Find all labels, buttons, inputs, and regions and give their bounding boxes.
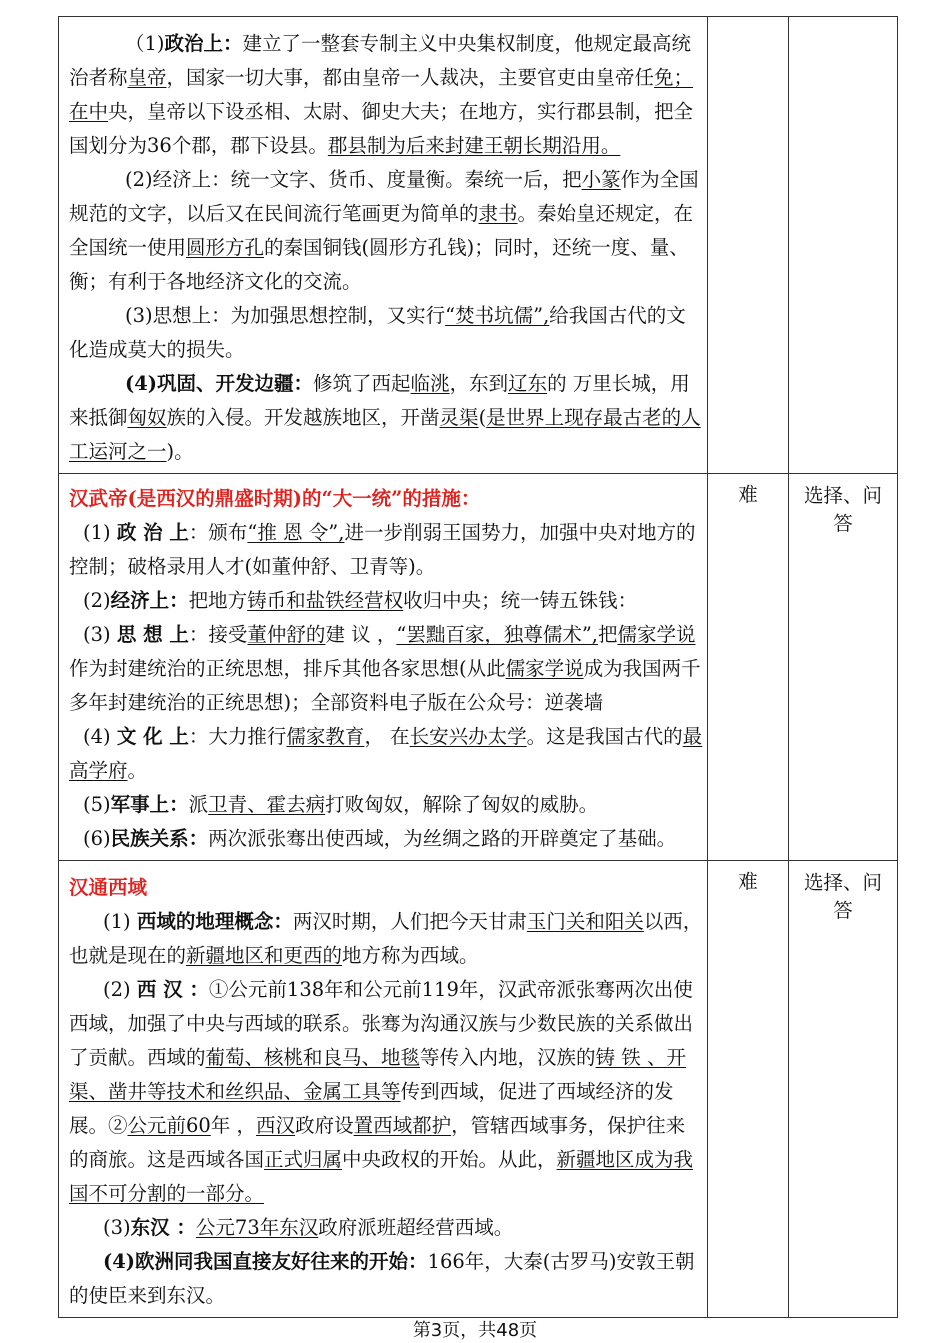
text: 央，皇帝以下设丞相、太尉、御史大夫；在地方，实行郡县制，把全国划分为36个郡，郡下设县。 <box>69 100 694 157</box>
underlined-term: 董仲舒的 <box>247 623 326 646</box>
underlined-term: 儒家学说 <box>617 623 696 646</box>
underlined-term: 灵渠 <box>439 406 479 429</box>
text: 的 万里长城，用来抵御 <box>69 372 690 429</box>
underlined-term: 新疆地区成为我国不可分割的一部分。 <box>69 1148 694 1205</box>
text: 派 <box>188 793 209 816</box>
text: (1) <box>83 521 117 544</box>
text: 年 ， <box>210 1114 257 1137</box>
underlined-term: 儒家教育 <box>286 725 365 748</box>
heading-text: 西 汉 ： <box>136 978 209 1001</box>
content-cell <box>59 861 708 1318</box>
text: 两次派张骞出使西域，为丝绸之路的开辟奠定了基础。 <box>208 827 677 850</box>
underlined-term: 郡县制为后来封建王朝长期沿用。 <box>327 134 621 157</box>
heading-text: 西域的地理概念： <box>136 910 293 933</box>
text: (3)思想上：为加强思想控制，又实行 <box>125 304 446 327</box>
text: 政府设 <box>295 1114 354 1137</box>
text: ：颁布 <box>188 521 248 544</box>
content-cell <box>59 474 708 861</box>
text: (3) <box>103 1216 131 1239</box>
text: ( <box>478 406 487 429</box>
underlined-term: “推 恩 令”, <box>247 521 345 544</box>
underlined-term: 儒家学说 <box>505 657 584 680</box>
underlined-term: 长安兴办太学 <box>409 725 527 748</box>
text: 。这是我国古代的 <box>526 725 683 748</box>
underlined-term: 葡萄、核桃和良马、地毯 <box>205 1046 421 1069</box>
underlined-term: 匈奴 <box>127 406 167 429</box>
heading-text: 东汉 ： <box>130 1216 196 1239</box>
text: 166年，大秦(古罗马)安敦王朝的使臣来到东汉。 <box>69 1250 695 1307</box>
text: ：接受 <box>188 623 248 646</box>
text: 中央政权的开始。从此， <box>342 1148 557 1171</box>
text: 以西，也就是现在的 <box>69 910 703 967</box>
underlined-term: 置西域都护 <box>353 1114 452 1137</box>
paragraph <box>69 973 703 1211</box>
underlined-term: “罢黜百家，独尊儒术”, <box>396 623 598 646</box>
paragraph <box>69 516 703 584</box>
question-type-label: 选择、问答 <box>803 484 882 535</box>
underlined-term: 圆形方孔 <box>186 236 265 259</box>
underlined-term: 铸币和盐铁经营权 <box>247 589 404 612</box>
text: ，东到 <box>449 372 509 395</box>
paragraph <box>69 1245 703 1313</box>
underlined-term: “焚书坑儒”, <box>445 304 550 327</box>
paragraph <box>69 299 703 367</box>
text: 进一步削弱王国势力，加强中央对地方的控制；破格录用人才(如董仲舒、卫青等)。 <box>69 521 696 578</box>
section-title: 汉武帝(是西汉的鼎盛时期)的“大一统”的措施： <box>69 487 481 510</box>
underlined-term: 玉门关和阳关 <box>526 910 644 933</box>
underlined-term: 卫青、霍去病 <box>208 793 326 816</box>
text: (5) <box>83 793 111 816</box>
paragraph <box>69 618 703 720</box>
underlined-term: 临洮 <box>410 372 450 395</box>
heading-text: (4)欧洲同我国直接友好往来的开始： <box>103 1250 428 1273</box>
table-row <box>59 861 898 1318</box>
text: （1) <box>125 32 165 55</box>
underlined-term: 公元前60 <box>127 1114 211 1137</box>
text: (6) <box>83 827 111 850</box>
heading-text: 军事上： <box>110 793 189 816</box>
text: 成为我国两千多年封建统治的正统思想)；全部资料电子版在公众号：逆袭墙 <box>69 657 701 714</box>
paragraph <box>69 1211 703 1245</box>
text: (4) <box>83 725 117 748</box>
heading-text: 思 想 上 <box>116 623 189 646</box>
content-table <box>58 16 898 1318</box>
content-cell <box>59 17 708 474</box>
paragraph <box>69 27 703 163</box>
text: 两汉时期，人们把今天甘肃 <box>292 910 527 933</box>
text: (1) <box>103 910 137 933</box>
question-type-cell <box>789 474 898 861</box>
underlined-term: 正式归属 <box>264 1148 343 1171</box>
underlined-term: 免；在中 <box>69 66 694 123</box>
section-title: 汉通西域 <box>69 876 148 899</box>
underlined-term: 铸 铁 、开渠、凿井等技术和丝织品、金属工具等 <box>69 1046 686 1103</box>
difficulty-cell <box>708 17 789 474</box>
underlined-term: 是世界上现存最古老的人工运河之一 <box>69 406 701 463</box>
paragraph <box>69 367 703 469</box>
text: 把 <box>597 623 618 646</box>
text: 给我国古代的文化造成莫大的损失。 <box>69 304 686 361</box>
heading-text: 政 治 上 <box>116 521 189 544</box>
paragraph <box>69 163 703 299</box>
underlined-term: 皇帝 <box>127 66 167 89</box>
underlined-term: 最高学府 <box>69 725 703 782</box>
difficulty-label: 难 <box>738 483 758 506</box>
underlined-term: 小篆 <box>581 168 621 191</box>
text: 等传入内地，汉族的 <box>420 1046 596 1069</box>
text: 地方称为西域。 <box>342 944 479 967</box>
question-type-cell <box>789 17 898 474</box>
paragraph <box>69 720 703 788</box>
text: 把地方 <box>188 589 248 612</box>
text: 修筑了西起 <box>313 372 411 395</box>
paragraph <box>69 822 703 856</box>
text: 族的入侵。开发越族地区，开凿 <box>166 406 440 429</box>
text: ：大力推行 <box>188 725 287 748</box>
paragraph <box>69 788 703 822</box>
text: ， 在 <box>364 725 410 748</box>
page-number: 第3页，共48页 <box>412 1320 538 1341</box>
heading-text: 政治上： <box>164 32 243 55</box>
heading-text: 经济上： <box>110 589 189 612</box>
paragraph <box>69 584 703 618</box>
text: 政府派班超经营西域。 <box>318 1216 514 1239</box>
text: (3) <box>83 623 117 646</box>
text: 的秦国铜钱(圆形方孔钱)；同时，还统一度、量、衡；有利于各地经济文化的交流。 <box>69 236 689 293</box>
question-type-label: 选择、问答 <box>803 871 882 922</box>
heading-text: 民族关系： <box>110 827 209 850</box>
underlined-term: 公元73年东汉 <box>195 1216 319 1239</box>
text: 。秦始皇还规定，在全国统一使用 <box>69 202 694 259</box>
difficulty-label: 难 <box>738 870 758 893</box>
paragraph <box>69 905 703 973</box>
table-row <box>59 17 898 474</box>
text: (2)经济上：统一文字、货币、度量衡。秦统一后，把 <box>125 168 582 191</box>
text: 建 议 ， <box>325 623 397 646</box>
text: (2) <box>83 589 111 612</box>
text: ①公元前138年和公元前119年，汉武帝派张骞两次出使西域，加强了中央与西域的联系。张骞为沟通汉族与少数民族的关系做出了贡献。西域的 <box>69 978 694 1069</box>
text: 作为全国规范的文字，以后又在民间流行笔画更为简单的 <box>69 168 699 225</box>
underlined-term: 辽东 <box>508 372 548 395</box>
difficulty-cell <box>708 474 789 861</box>
underlined-term: 隶书 <box>478 202 518 225</box>
text: ，国家一切大事，都由皇帝一人裁决，主要官吏由皇帝任 <box>166 66 655 89</box>
difficulty-cell <box>708 861 789 1318</box>
text: (2) <box>103 978 137 1001</box>
heading-text: 文 化 上 <box>116 725 189 748</box>
text: 收归中央；统一铸五铢钱： <box>403 589 638 612</box>
text: ，管辖西域事务，保护往来的商旅。这是西域各国 <box>69 1114 686 1171</box>
text: 作为封建统治的正统思想，排斥其他各家思想(从此 <box>69 657 506 680</box>
text: 建立了一整套专制主义中央集权制度，他规定最高统治者称 <box>69 32 692 89</box>
heading-text: (4)巩固、开发边疆： <box>125 372 314 395</box>
underlined-term: 西汉 <box>256 1114 296 1137</box>
underlined-term: 新疆地区和更西的 <box>186 944 343 967</box>
question-type-cell <box>789 861 898 1318</box>
text: 。 <box>127 759 148 782</box>
table-row <box>59 474 898 861</box>
text: 打败匈奴，解除了匈奴的威胁。 <box>325 793 599 816</box>
text: 传到西域，促进了西域经济的发展。② <box>69 1080 674 1137</box>
text: )。 <box>166 440 194 463</box>
